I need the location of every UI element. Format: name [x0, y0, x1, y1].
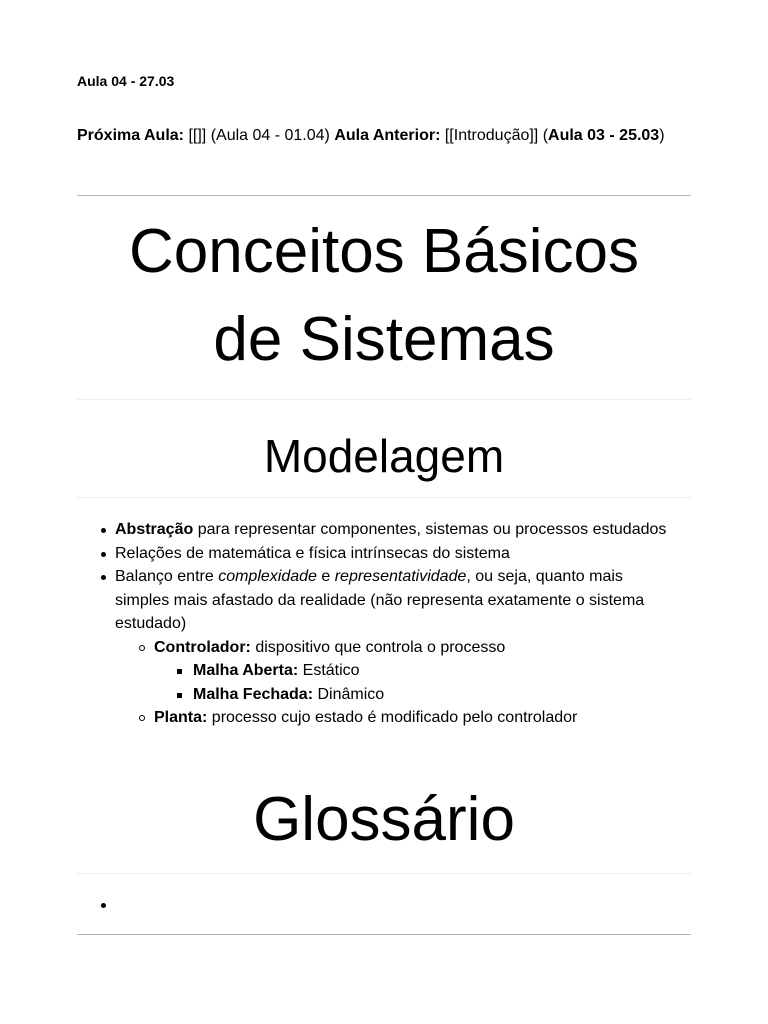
subsublist-item — [77, 659, 677, 683]
previous-lesson-close-paren: ) — [659, 127, 665, 144]
next-lesson-label: Próxima Aula: — [77, 127, 184, 144]
page-title-line1: Conceitos Básicos — [128, 217, 640, 286]
section-underline — [77, 873, 691, 874]
list-item-text: Balanço entre — [115, 568, 219, 585]
list-item-text: Relações de matemática e física intrínsecas do sistema — [115, 544, 510, 562]
list-item-text: Dinâmico — [313, 685, 385, 703]
list-item-bold: Planta: — [154, 709, 208, 726]
subsublist-item — [77, 683, 677, 707]
list-item-text: , ou seja, quanto mais simples mais afastado da realidade (não representa exatamente o sistema estudado) — [115, 568, 645, 632]
page-title-line2: de Sistemas — [213, 305, 555, 374]
emphasis-complexidade: complexidade — [218, 568, 317, 585]
list-item-text: e — [316, 568, 335, 585]
lesson-navigation — [77, 124, 677, 148]
section-underline — [77, 497, 691, 498]
modelagem-list — [77, 518, 677, 730]
previous-lesson-label: Aula Anterior: — [334, 127, 441, 144]
page-title — [77, 208, 691, 384]
previous-lesson-open-paren: ( — [542, 127, 549, 144]
sublist-item — [77, 706, 677, 730]
previous-lesson-info: Aula 03 - 25.03 — [548, 127, 660, 144]
list-item-bold: Malha Fechada: — [193, 685, 314, 703]
previous-lesson-link[interactable]: [[Introdução]] — [444, 127, 539, 144]
list-item-text: processo cujo estado é modificado pelo controlador — [207, 709, 578, 726]
emphasis-representatividade: representatividade — [334, 568, 467, 585]
list-item — [77, 518, 677, 542]
list-item — [77, 565, 677, 730]
list-item-text: dispositivo que controla o processo — [250, 638, 506, 656]
sublist-item — [77, 636, 677, 707]
section-heading-glossario: Glossário — [253, 785, 515, 854]
list-item-bold: Abstração — [115, 521, 194, 538]
empty-list-bullet — [101, 903, 106, 908]
list-item-text: Estático — [298, 662, 360, 679]
section-heading-modelagem: Modelagem — [263, 430, 505, 482]
lesson-date: Aula 04 - 27.03 — [77, 73, 175, 89]
next-lesson-link[interactable]: [[]] — [188, 127, 207, 144]
list-item-bold: Controlador: — [154, 638, 251, 656]
title-underline — [77, 399, 691, 400]
divider — [77, 195, 691, 196]
list-item-text: para representar componentes, sistemas ou processos estudados — [193, 521, 667, 538]
list-item-bold: Malha Aberta: — [193, 662, 299, 679]
next-lesson-info: (Aula 04 - 01.04) — [210, 127, 330, 144]
divider — [77, 934, 691, 935]
list-item — [77, 542, 677, 566]
